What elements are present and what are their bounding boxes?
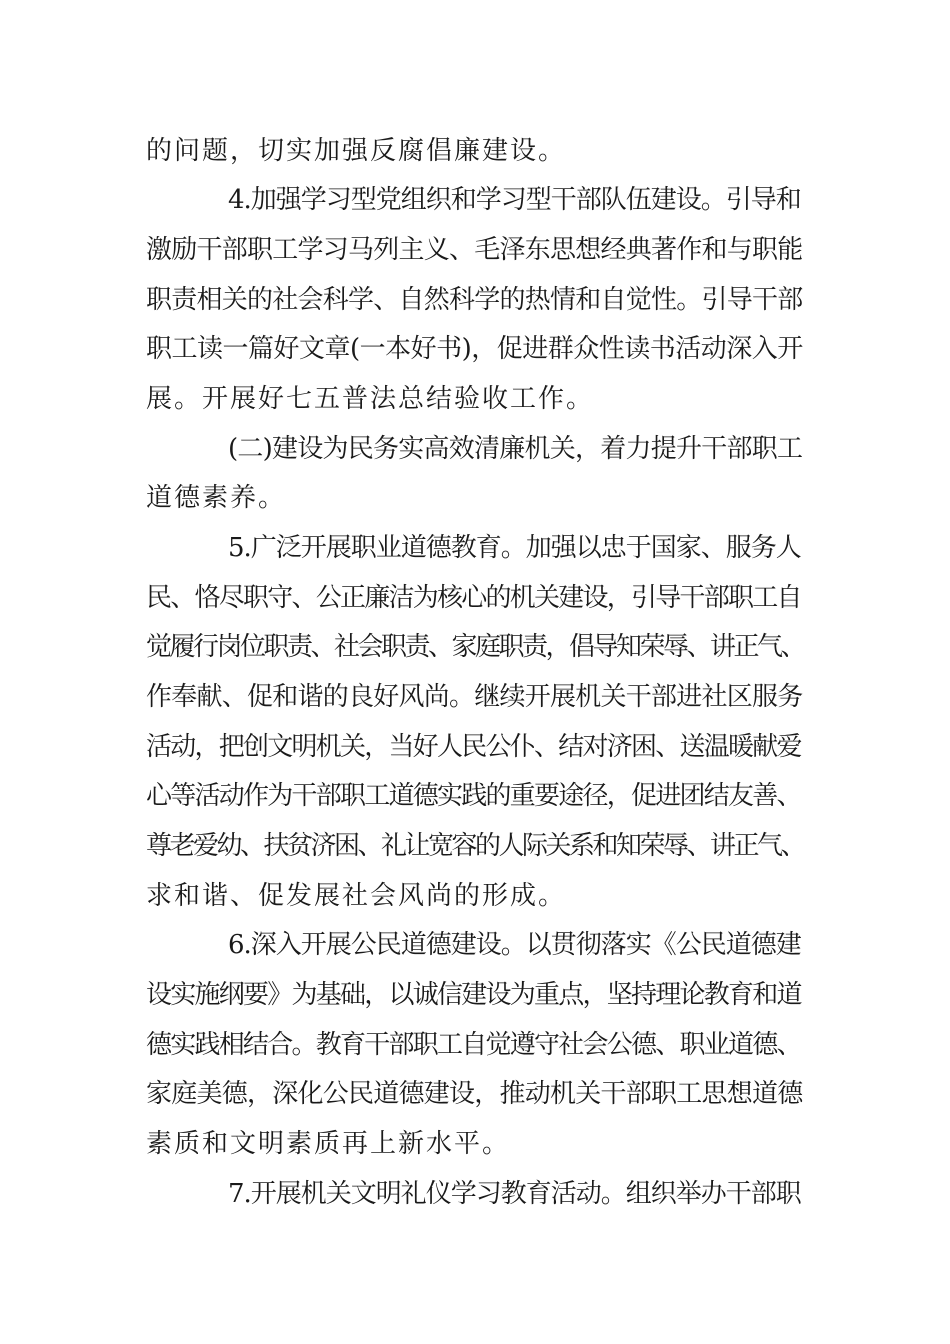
paragraph-line: 职责相关的社会科学、自然科学的热情和自觉性。引导干部 xyxy=(146,285,803,315)
paragraph-line: 6.深入开展公民道德建设。以贯彻落实《公民道德建 xyxy=(228,930,801,960)
paragraph-line: 5.广泛开展职业道德教育。加强以忠于国家、服务人 xyxy=(228,533,801,563)
paragraph-line: 求和谐、促发展社会风尚的形成。 xyxy=(146,881,567,911)
paragraph-line: 活动，把创文明机关，当好人民公仆、结对济困、送温暖献爱 xyxy=(146,732,801,762)
paragraph-line: 德实践相结合。教育干部职工自觉遵守社会公德、职业道德、 xyxy=(146,1030,801,1060)
paragraph-line: 作奉献、促和谐的良好风尚。继续开展机关干部进社区服务 xyxy=(146,682,803,712)
paragraph-line: 设实施纲要》为基础，以诚信建设为重点，坚持理论教育和道 xyxy=(146,980,801,1010)
paragraph-line: 4.加强学习型党组织和学习型干部队伍建设。引导和 xyxy=(228,185,801,215)
paragraph-line: 的问题，切实加强反腐倡廉建设。 xyxy=(146,136,567,166)
paragraph-line: 家庭美德，深化公民道德建设，推动机关干部职工思想道德 xyxy=(146,1079,803,1109)
section-heading-line: 道德素养。 xyxy=(146,483,287,513)
paragraph-line: 展。开展好七五普法总结验收工作。 xyxy=(146,384,595,414)
paragraph-line: 素质和文明素质再上新水平。 xyxy=(146,1129,511,1159)
paragraph-line: 心等活动作为干部职工道德实践的重要途径，促进团结友善、 xyxy=(146,781,801,811)
section-heading-line: (二)建设为民务实高效清廉机关，着力提升干部职工 xyxy=(228,434,803,464)
paragraph-line: 觉履行岗位职责、社会职责、家庭职责，倡导知荣辱、讲正气、 xyxy=(146,632,805,662)
paragraph-line: 民、恪尽职守、公正廉洁为核心的机关建设，引导干部职工自 xyxy=(146,583,801,613)
paragraph-line: 职工读一篇好文章(一本好书)，促进群众性读书活动深入开 xyxy=(146,334,803,364)
paragraph-line: 7.开展机关文明礼仪学习教育活动。组织举办干部职 xyxy=(228,1179,801,1209)
paragraph-line: 尊老爱幼、扶贫济困、礼让宽容的人际关系和知荣辱、讲正气、 xyxy=(146,831,805,861)
paragraph-line: 激励干部职工学习马列主义、毛泽东思想经典著作和与职能 xyxy=(146,235,803,265)
